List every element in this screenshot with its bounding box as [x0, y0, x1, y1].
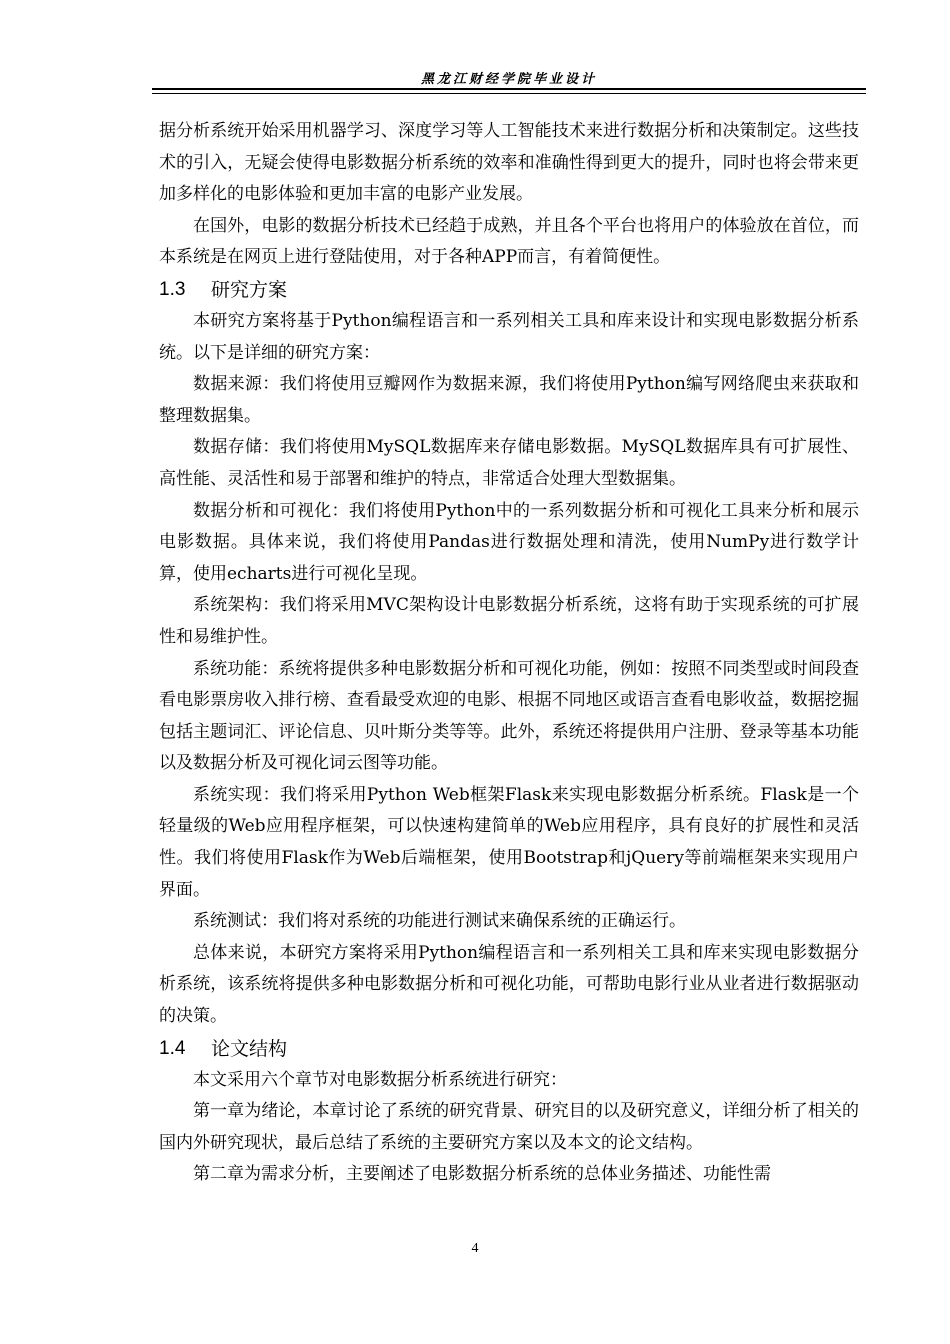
page-body [159, 116, 859, 1191]
section-number: 1.4 [159, 1037, 186, 1059]
section-title: 论文结构 [211, 1037, 288, 1060]
header-rule [152, 88, 866, 90]
section-title: 研究方案 [211, 278, 288, 301]
header-rule-thin [152, 93, 866, 94]
running-header: 黑龙江财经学院毕业设计 [420, 72, 597, 87]
paragraph: 数据来源：我们将使用豆瓣网作为数据来源，我们将使用Python编写网络爬虫来获取和整理数据集。 [159, 374, 859, 426]
paragraph: 数据分析和可视化：我们将使用Python中的一系列数据分析和可视化工具来分析和展示电影数据。具体来说，我们将使用Pandas进行数据处理和清洗，使用NumPy进行数学计算，使用echarts进行可视化呈现。 [159, 500, 859, 584]
section-number: 1.3 [159, 278, 186, 300]
paragraph: 第一章为绪论，本章讨论了系统的研究背景、研究目的以及研究意义，详细分析了相关的国内外研究现状，最后总结了系统的主要研究方案以及本文的论文结构。 [159, 1101, 859, 1153]
page-number: 4 [471, 1241, 479, 1256]
paragraph: 系统测试：我们将对系统的功能进行测试来确保系统的正确运行。 [193, 911, 686, 932]
section-heading-1-3 [159, 274, 859, 306]
paragraph: 系统功能：系统将提供多种电影数据分析和可视化功能，例如：按照不同类型或时间段查看电影票房收入排行榜、查看最受欢迎的电影、根据不同地区或语言查看电影收益，数据挖掘包括主题词汇、评论信息、贝叶斯分类等等。此外，系统还将提供用户注册、登录等基本功能以及数据分析及可视化词云图等功能。 [159, 658, 859, 774]
paragraph: 本文采用六个章节对电影数据分析系统进行研究： [193, 1069, 567, 1090]
paragraph: 第二章为需求分析，主要阐述了电影数据分析系统的总体业务描述、功能性需 [193, 1164, 771, 1185]
paragraph: 总体来说，本研究方案将采用Python编程语言和一系列相关工具和库来实现电影数据分析系统，该系统将提供多种电影数据分析和可视化功能，可帮助电影行业从业者进行数据驱动的决策。 [159, 942, 859, 1027]
paragraph-continued: 据分析系统开始采用机器学习、深度学习等人工智能技术来进行数据分析和决策制定。这些技术的引入，无疑会使得电影数据分析系统的效率和准确性得到更大的提升，同时也将会带来更加多样化的电影体验和更加丰富的电影产业发展。 [159, 121, 859, 205]
paragraph: 在国外，电影的数据分析技术已经趋于成熟，并且各个平台也将用户的体验放在首位，而本系统是在网页上进行登陆使用，对于各种APP而言，有着简便性。 [159, 215, 859, 268]
paragraph: 数据存储：我们将使用MySQL数据库来存储电影数据。MySQL数据库具有可扩展性、高性能、灵活性和易于部署和维护的特点，非常适合处理大型数据集。 [159, 437, 859, 489]
paragraph: 系统架构：我们将采用MVC架构设计电影数据分析系统，这将有助于实现系统的可扩展性和易维护性。 [159, 595, 859, 647]
section-heading-1-4 [159, 1033, 859, 1065]
paragraph: 系统实现：我们将采用Python Web框架Flask来实现电影数据分析系统。Flask是一个轻量级的Web应用程序框架，可以快速构建简单的Web应用程序，具有良好的扩展性和灵活性。我们将使用Flask作为Web后端框架，使用Bootstrap和jQuery等前端框架来实现用户界面。 [159, 784, 859, 900]
paragraph: 本研究方案将基于Python编程语言和一系列相关工具和库来设计和实现电影数据分析系统。以下是详细的研究方案： [159, 310, 859, 363]
